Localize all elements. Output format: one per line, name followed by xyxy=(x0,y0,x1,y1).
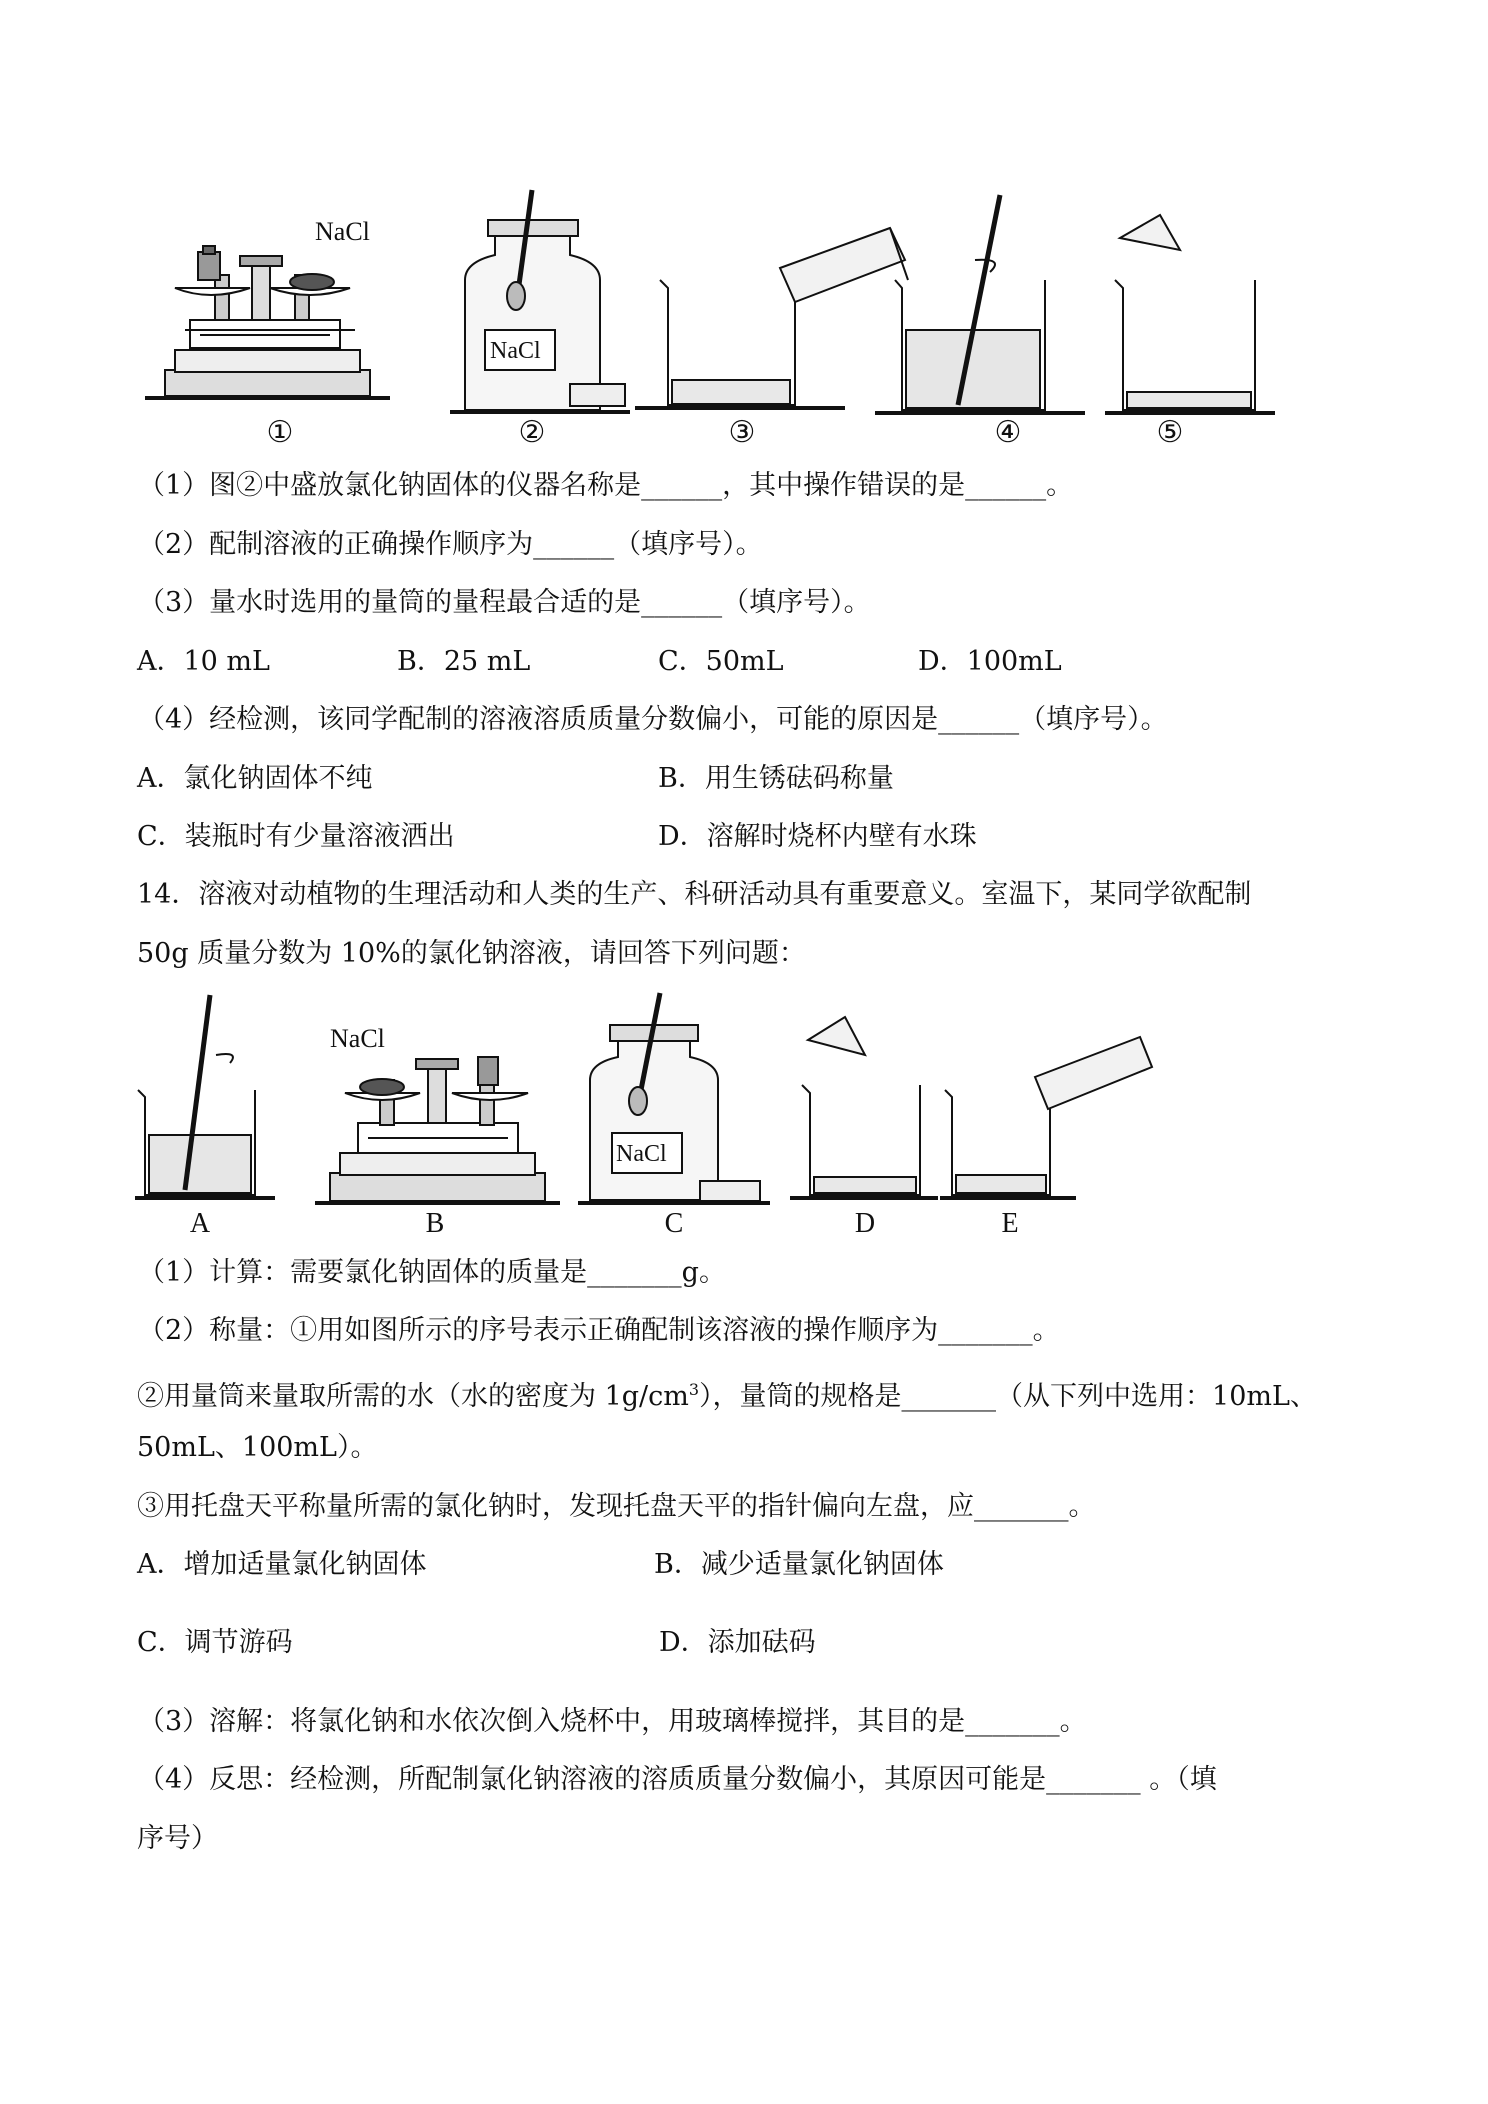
stirring-rod-icon xyxy=(875,195,1085,413)
figure-label-c: C xyxy=(664,1208,684,1235)
figure-2-apparatus xyxy=(130,985,1240,1235)
stirring-rod-icon xyxy=(135,995,275,1198)
q14-part2c: ③用托盘天平称量所需的氯化钠时，发现托盘天平的指针偏向左盘，应_______。 xyxy=(137,1491,1096,1522)
q13-p4-option-b: B．用生锈砝码称量 xyxy=(658,763,894,794)
figure-label-3: ③ xyxy=(728,416,756,449)
q14-part4-line1: （4）反思：经检测，所配制氯化钠溶液的溶质质量分数偏小，其原因可能是_______ 。（填 xyxy=(138,1764,1217,1795)
q13-part2: （2）配制溶液的正确操作顺序为______（填序号）。 xyxy=(138,529,763,560)
q13-p4-option-d: D．溶解时烧杯内壁有水珠 xyxy=(658,821,977,852)
reagent-jar-icon xyxy=(578,993,770,1203)
figure-label-e: E xyxy=(1001,1208,1019,1235)
figure-label-d: D xyxy=(854,1208,876,1235)
q14-p2c-option-a: A．增加适量氯化钠固体 xyxy=(137,1549,427,1580)
nacl-label-jar-2: NaCl xyxy=(616,1141,667,1167)
figure-1-apparatus xyxy=(130,180,1300,450)
q14-part1: （1）计算：需要氯化钠固体的质量是_______g。 xyxy=(138,1257,726,1288)
q14-intro-line2: 50g 质量分数为 10%的氯化钠溶液，请回答下列问题： xyxy=(137,938,806,969)
figure-label-b: B xyxy=(425,1208,445,1235)
balance-icon xyxy=(145,246,390,398)
pour-solid-icon xyxy=(1105,215,1275,413)
q13-part4: （4）经检测，该同学配制的溶液溶质质量分数偏小，可能的原因是______（填序号）。 xyxy=(138,704,1168,735)
q14-part4-line2: 序号） xyxy=(137,1823,218,1854)
q14-part3: （3）溶解：将氯化钠和水依次倒入烧杯中，用玻璃棒搅拌，其目的是_______。 xyxy=(138,1706,1087,1737)
beaker-pour-icon xyxy=(635,228,908,408)
q13-p3-option-b: B．25 mL xyxy=(397,646,531,677)
nacl-label-balance-2: NaCl xyxy=(330,1024,385,1053)
q14-intro-line1: 14．溶液对动植物的生理活动和人类的生产、科研活动具有重要意义。室温下，某同学欲配制 xyxy=(137,879,1252,910)
nacl-label-jar: NaCl xyxy=(490,338,541,364)
q14-part2b-line2: 50mL、100mL）。 xyxy=(137,1432,378,1463)
q14-part2b: ②用量筒来量取所需的水（水的密度为 $1g/cm^3$），量筒的规格是_______（从下列中选用：10mL、 xyxy=(137,1380,1317,1412)
q13-part3: （3）量水时选用的量筒的量程最合适的是______（填序号）。 xyxy=(138,587,871,618)
figure-label-a: A xyxy=(189,1208,211,1235)
q13-p3-option-a: A．10 mL xyxy=(137,646,270,677)
q13-part1: （1）图②中盛放氯化钠固体的仪器名称是______，其中操作错误的是______。 xyxy=(138,470,1074,501)
figure-label-2: ② xyxy=(518,416,546,449)
q13-p3-option-c: C．50mL xyxy=(658,646,784,677)
balance-icon xyxy=(315,1057,560,1203)
reagent-jar-icon xyxy=(450,190,630,412)
nacl-label-balance: NaCl xyxy=(315,217,370,246)
q14-p2c-option-d: D．添加砝码 xyxy=(659,1627,816,1658)
figure-label-1: ① xyxy=(266,416,294,449)
q13-p3-option-d: D．100mL xyxy=(918,646,1062,677)
q14-p2c-option-c: C．调节游码 xyxy=(137,1627,293,1658)
beaker-pour-icon xyxy=(940,1037,1152,1198)
figure-label-5: ⑤ xyxy=(1156,416,1184,449)
q14-p2c-option-b: B．减少适量氯化钠固体 xyxy=(654,1549,944,1580)
q13-p4-option-c: C．装瓶时有少量溶液洒出 xyxy=(137,821,455,852)
q13-p4-option-a: A．氯化钠固体不纯 xyxy=(137,763,373,794)
pour-solid-icon xyxy=(790,1017,938,1198)
q14-part2a: （2）称量：①用如图所示的序号表示正确配制该溶液的操作顺序为_______。 xyxy=(138,1315,1060,1346)
figure-label-4: ④ xyxy=(994,416,1022,449)
